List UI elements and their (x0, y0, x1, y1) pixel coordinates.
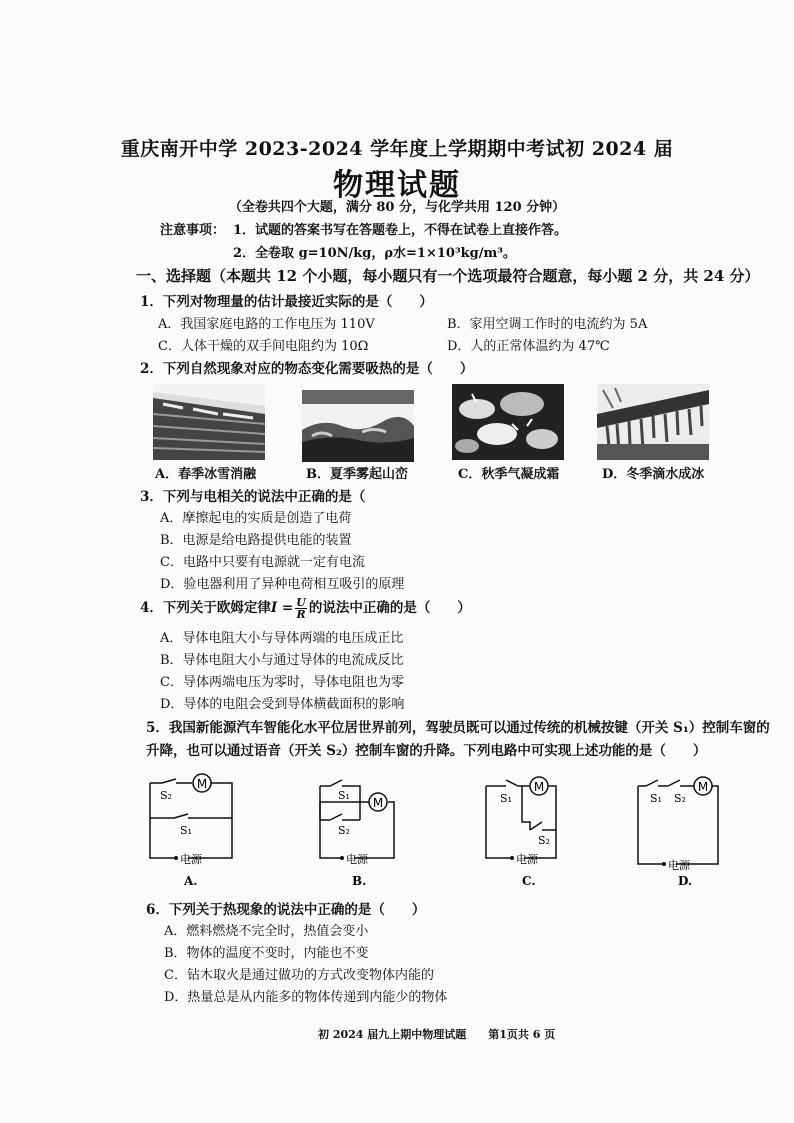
q2-option-d: D．冬季滴水成冰 (602, 467, 705, 482)
page-footer: 初 2024 届九上期中物理试题 第1页共 6 页 (318, 1028, 556, 1041)
icicle-image (597, 384, 709, 460)
note-2: 2．全卷取 g=10N/kg，ρ水=1×10³kg/m³。 (233, 246, 516, 261)
q4-stem-pre: 4．下列关于欧姆定律 (140, 600, 271, 616)
q1-option-d: D．人的正常体温约为 47℃ (447, 339, 610, 354)
q6-option-d: D．热量总是从内能多的物体传递到内能少的物体 (164, 990, 448, 1005)
circuit-d-motor: M (697, 780, 709, 794)
q1-option-c: C．人体干燥的双手间电阻约为 10Ω (158, 339, 369, 354)
circuit-a-label: A. (184, 874, 198, 888)
q3-option-b: B．电源是给电路提供电能的装置 (160, 533, 352, 548)
ohm-law-fraction (295, 597, 307, 620)
q4-stem-post: 的说法中正确的是（ ） (308, 600, 471, 616)
circuit-b-motor: M (372, 796, 384, 810)
circuit-b-diagram (302, 768, 402, 888)
q1-option-a: A．我国家庭电路的工作电压为 110V (158, 317, 375, 332)
circuit-b-source: 电源 (346, 853, 368, 866)
q4-option-b: B．导体电阻大小与通过导体的电流成反比 (160, 653, 404, 668)
q2-option-c: C．秋季气凝成霜 (458, 467, 560, 482)
circuit-b-label: B. (352, 874, 367, 888)
note-1: 1．试题的答案书写在答题卷上，不得在试卷上直接作答。 (233, 223, 568, 238)
q6-option-b: B．物体的温度不变时，内能也不变 (164, 946, 369, 961)
q5-stem-line2: 升降，也可以通过语音（开关 S₂）控制车窗的升降。下列电路中可实现上述功能的是（ ） (146, 743, 707, 759)
circuit-c-label: C. (522, 874, 536, 888)
q5-stem-line1: 5．我国新能源汽车智能化水平位居世界前列，驾驶员既可以通过传统的机械按键（开关 S₁）控制车窗的 (146, 720, 770, 736)
circuit-c-motor: M (533, 780, 545, 794)
q6-option-a: A．燃料燃烧不完全时，热值会变小 (164, 924, 369, 939)
q4-option-a: A．导体电阻大小与导体两端的电压成正比 (160, 631, 404, 646)
frost-image (452, 384, 564, 460)
q2-stem: 2．下列自然现象对应的物态变化需要吸热的是（ ） (140, 361, 474, 377)
q3-option-a: A．摩擦起电的实质是创造了电荷 (160, 511, 352, 526)
q1-stem: 1．下列对物理量的估计最接近实际的是（ ） (140, 294, 433, 310)
q3-stem: 3．下列与电相关的说法中正确的是（ (140, 489, 366, 505)
q4-formula-lhs: I = (270, 600, 294, 616)
circuit-c-source: 电源 (516, 853, 538, 866)
notes-label: 注意事项： (160, 223, 226, 238)
circuit-d-diagram (632, 768, 732, 888)
circuit-c-s-bottom: S₂ (538, 834, 550, 847)
exam-title-line1: 重庆南开中学 2023-2024 学年度上学期期中考试初 2024 届 (120, 138, 674, 160)
q4-stem (140, 596, 471, 620)
q6-option-c: C．钻木取火是通过做功的方式改变物体内能的 (164, 968, 434, 983)
exam-subtitle: （全卷共四个大题，满分 80 分，与化学共用 120 分钟） (228, 200, 566, 215)
circuit-a-source: 电源 (180, 853, 202, 866)
q4-formula-numerator: U (296, 596, 306, 609)
circuit-b-s-top: S₁ (338, 789, 350, 802)
circuit-a-motor: M (196, 777, 208, 791)
q1-option-b: B．家用空调工作时的电流约为 5A (447, 317, 648, 332)
q3-option-d: D．验电器利用了异种电荷相互吸引的原理 (160, 577, 405, 592)
q2-option-b: B．夏季雾起山峦 (306, 467, 408, 482)
circuit-d-source: 电源 (668, 859, 690, 872)
circuit-a-s-bottom: S₁ (180, 824, 192, 837)
q4-formula-denominator: R (296, 608, 306, 621)
circuit-d-label: D. (678, 874, 693, 888)
circuit-c-s-top: S₁ (500, 792, 512, 805)
q6-stem: 6．下列关于热现象的说法中正确的是（ ） (146, 902, 426, 918)
ice-melting-image (153, 384, 265, 460)
mountain-fog-image (302, 390, 414, 466)
q2-option-a: A．春季冰雪消融 (155, 467, 257, 482)
circuit-a-s-top: S₂ (160, 789, 172, 802)
q3-option-c: C．电路中只要有电源就一定有电流 (160, 555, 365, 570)
circuit-a-diagram (140, 768, 240, 888)
section-1-title: 一、选择题（本题共 12 个小题，每小题只有一个选项最符合题意，每小题 2 分，共 24 分） (136, 267, 760, 285)
exam-title-subject: 物理试题 (333, 168, 461, 203)
circuit-d-s-top: S₁ (650, 792, 662, 805)
q4-option-d: D．导体的电阻会受到导体横截面积的影响 (160, 697, 405, 712)
circuit-c-diagram (478, 768, 578, 888)
circuit-b-s-bottom: S₂ (338, 824, 350, 837)
circuit-d-s-bottom: S₂ (674, 792, 686, 805)
q4-option-c: C．导体两端电压为零时，导体电阻也为零 (160, 675, 404, 690)
